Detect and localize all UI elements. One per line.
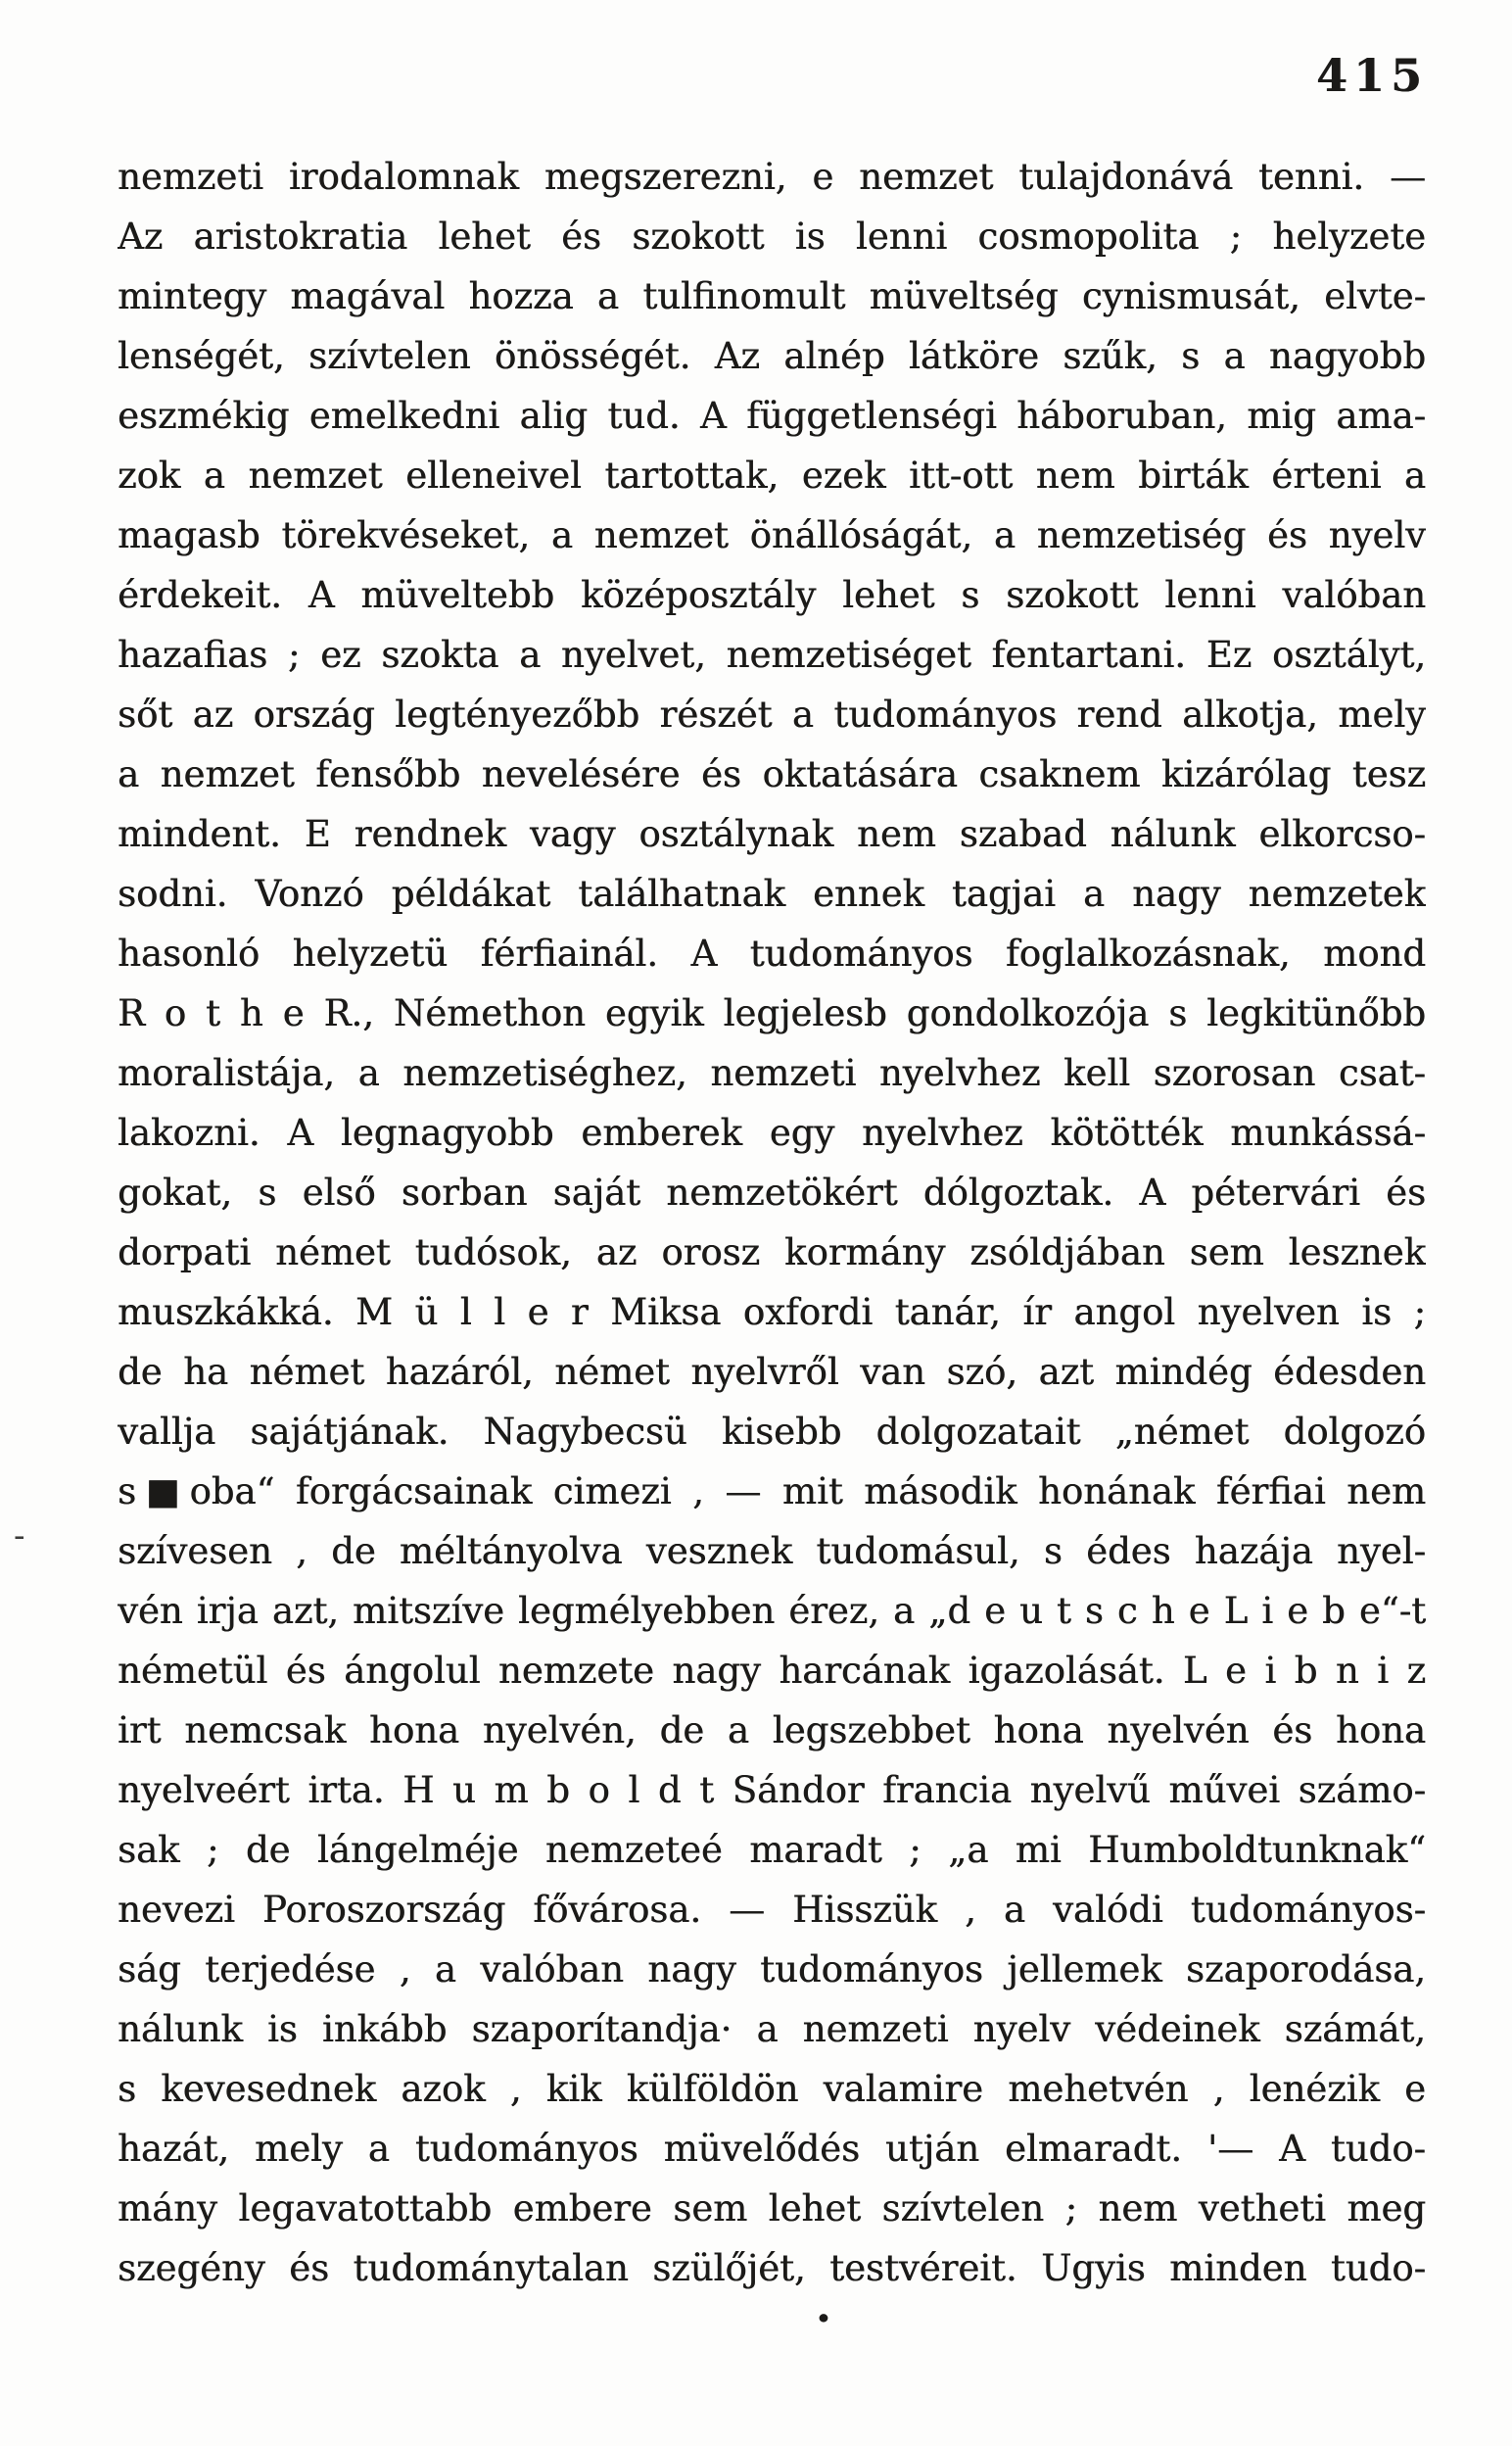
text-line: moralistája, a nemzetiséghez, nemzeti nyelvhez kell szorosan csat- [118, 1052, 1426, 1094]
text-line: s kevesednek azok , kik külföldön valamire mehetvén , lenézik e [118, 2068, 1426, 2110]
text-line: hazafias ; ez szokta a nyelvet, nemzetiséget fentartani. Ez osztályt, [118, 634, 1426, 676]
text-line: Az aristokratia lehet és szokott is lenni cosmopolita ; helyzete [118, 216, 1426, 258]
margin-ink-mark: - [14, 1516, 25, 1556]
text-line: dorpati német tudósok, az orosz kormány zsóldjában sem lesznek [118, 1231, 1426, 1273]
body-text [118, 147, 1426, 2298]
text-line: mány legavatottabb embere sem lehet szívtelen ; nem vetheti meg [118, 2187, 1426, 2230]
text-line: németül és ángolul nemzete nagy harcának igazolását. L e i b n i z [118, 1650, 1426, 1692]
text-line: muszkákká. M ü l l e r Miksa oxfordi tanár, ír angol nyelven is ; [118, 1291, 1426, 1333]
text-line: sőt az ország legtényezőbb részét a tudományos rend alkotja, mely [118, 694, 1426, 736]
text-line: mindent. E rendnek vagy osztálynak nem szabad nálunk elkorcso- [118, 813, 1426, 855]
text-line: lenségét, szívtelen önösségét. Az alnép látköre szűk, s a nagyobb [118, 335, 1426, 377]
text-line: gokat, s első sorban saját nemzetökért dólgoztak. A pétervári és [118, 1172, 1426, 1214]
footer-ink-dot: . [816, 2282, 831, 2332]
text-line: de ha német hazáról, német nyelvről van szó, azt mindég édesden [118, 1351, 1426, 1393]
text-line: mintegy magával hozza a tulfinomult müveltség cynismusát, elvte- [118, 275, 1426, 317]
text-line: nemzeti irodalomnak megszerezni, e nemzet tulajdonává tenni. — [118, 156, 1426, 198]
text-line: ság terjedése , a valóban nagy tudományos jellemek szaporodása, [118, 1948, 1426, 1990]
text-line: irt nemcsak hona nyelvén, de a legszebbet hona nyelvén és hona [118, 1709, 1426, 1751]
text-line: vén irja azt, mitszíve legmélyebben érez, a „d e u t s c h e L i e b e“-t [118, 1590, 1426, 1632]
page-number: 415 [1316, 49, 1429, 102]
text-line: eszmékig emelkedni alig tud. A függetlenségi háboruban, mig ama- [118, 395, 1426, 437]
text-line: szegény és tudománytalan szülőjét, testvéreit. Ugyis minden tudo- [118, 2247, 1426, 2289]
text-line: nevezi Poroszország fővárosa. — Hisszük , a valódi tudományos- [118, 1889, 1426, 1931]
text-line: lakozni. A legnagyobb emberek egy nyelvhez kötötték munkássá- [118, 1112, 1426, 1154]
text-line: sodni. Vonzó példákat találhatnak ennek tagjai a nagy nemzetek [118, 873, 1426, 915]
text-line: zok a nemzet elleneivel tartottak, ezek itt-ott nem birták érteni a [118, 455, 1426, 497]
text-line: a nemzet fensőbb nevelésére és oktatására csaknem kizárólag tesz [118, 753, 1426, 795]
text-line: nálunk is inkább szaporítandja· a nemzeti nyelv védeinek számát, [118, 2008, 1426, 2050]
text-line: vallja sajátjának. Nagybecsü kisebb dolgozatait „német dolgozó [118, 1411, 1426, 1453]
text-line: magasb törekvéseket, a nemzet önállóságát, a nemzetiség és nyelv [118, 514, 1426, 556]
text-line: hasonló helyzetü férfiainál. A tudományos foglalkozásnak, mond [118, 933, 1426, 975]
text-line: szívesen , de méltányolva vesznek tudomásul, s édes hazája nyel- [118, 1530, 1426, 1572]
text-line: sak ; de lángelméje nemzeteé maradt ; „a mi Humboldtunknak“ [118, 1829, 1426, 1871]
text-line: s■oba“ forgácsainak cimezi , — mit második honának férfiai nem [118, 1470, 1426, 1512]
text-line: R o t h e R., Némethon egyik legjelesb gondolkozója s legkitünőbb [118, 992, 1426, 1034]
text-line: nyelveért irta. H u m b o l d t Sándor francia nyelvű művei számo- [118, 1769, 1426, 1811]
text-line: hazát, mely a tudományos müvelődés utján elmaradt. '— A tudo- [118, 2128, 1426, 2170]
text-line: érdekeit. A müveltebb középosztály lehet s szokott lenni valóban [118, 574, 1426, 616]
